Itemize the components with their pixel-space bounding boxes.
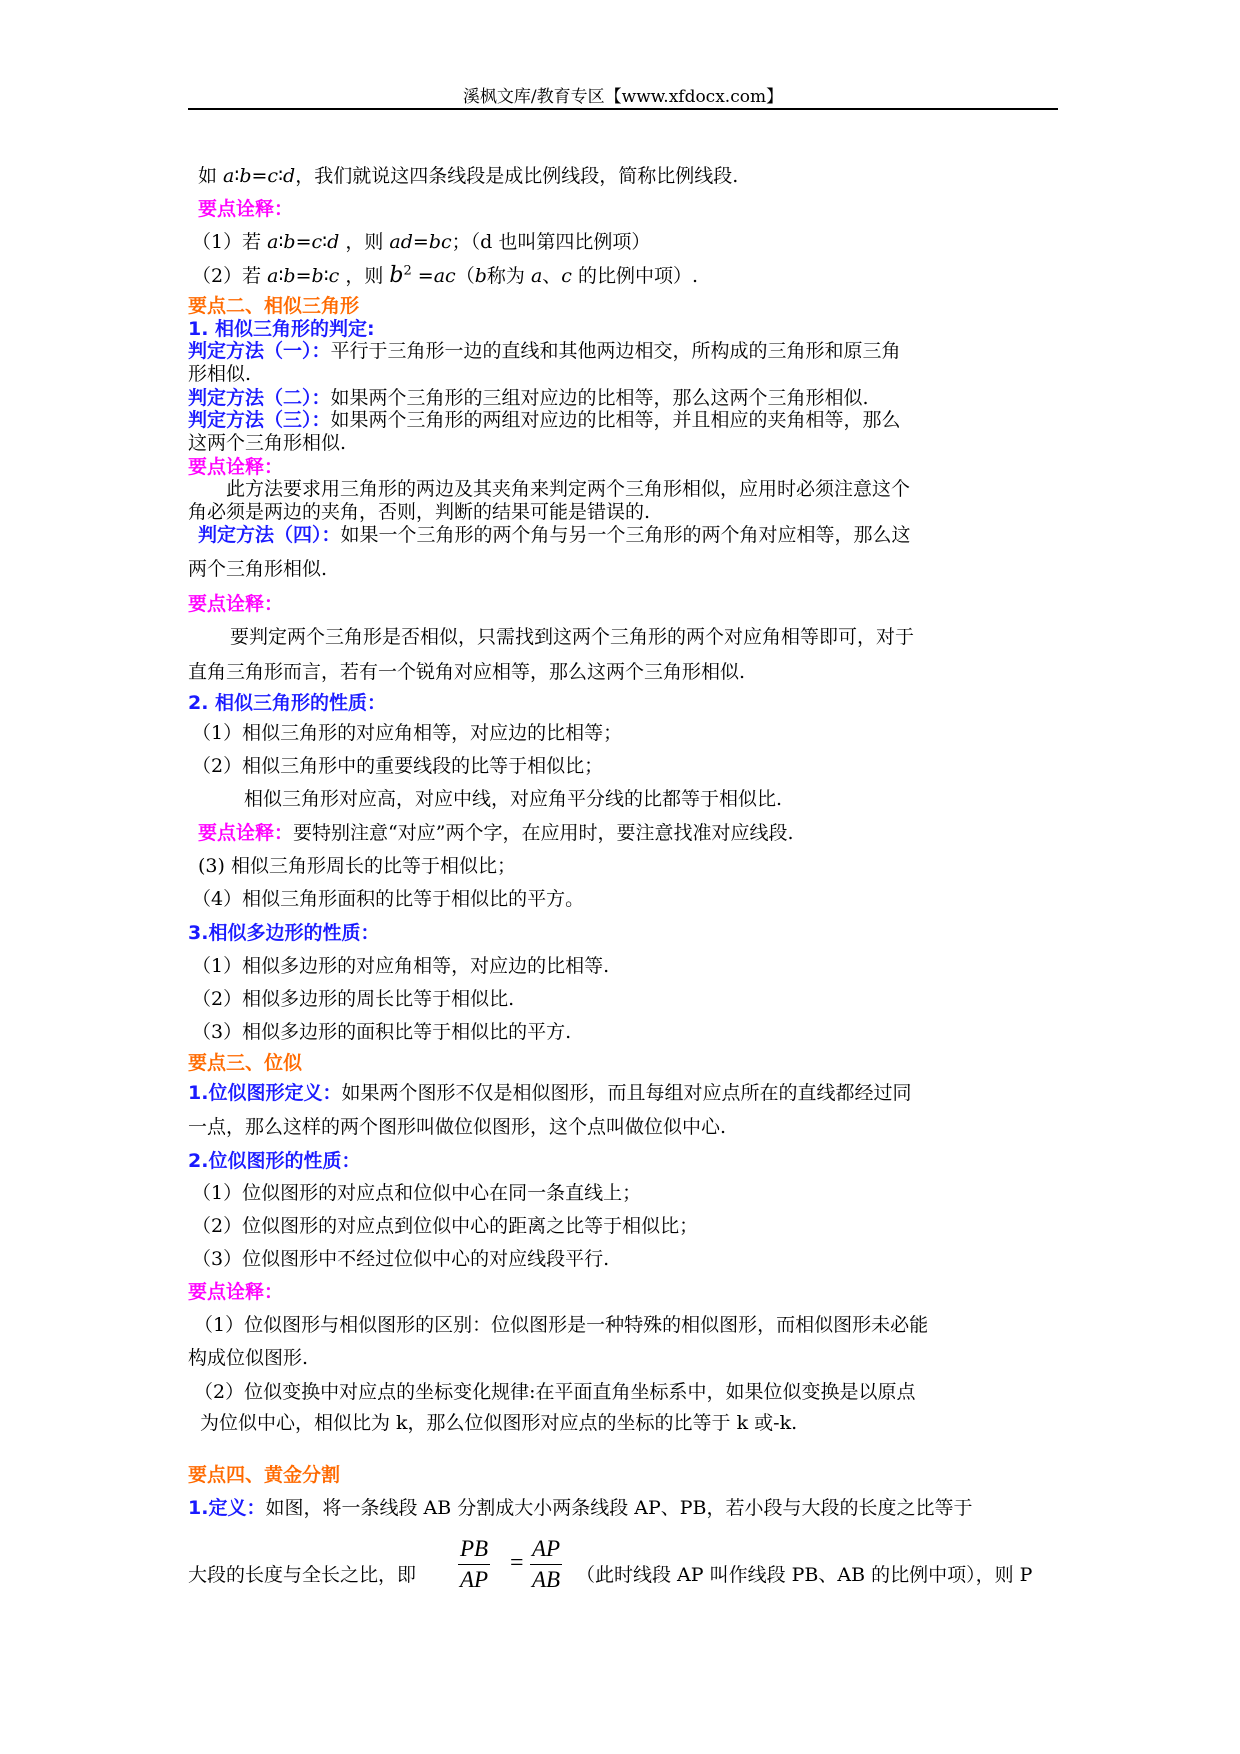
polygon-property: （1）相似多边形的对应角相等，对应边的比相等. — [192, 955, 610, 977]
note-item-1: （1）若 a∶b=c∶d ，则 ad=bc；（d 也叫第四比例项） — [192, 231, 651, 253]
subheading-properties: 2. 相似三角形的性质： — [188, 692, 387, 714]
criterion-1-cont: 形相似. — [188, 363, 252, 385]
property-item-cont: 相似三角形对应高，对应中线，对应角平分线的比都等于相似比. — [244, 788, 783, 810]
note-paragraph: 要判定两个三角形是否相似，只需找到这两个三角形的两个对应角相等即可，对于 — [230, 626, 915, 648]
note-inline: 要点诠释：要特别注意“对应”两个字，在应用时，要注意找准对应线段. — [198, 822, 794, 844]
note-heading: 要点诠释： — [188, 593, 284, 615]
note-item: （2）位似变换中对应点的坐标变化规律:在平面直角坐标系中，如果位似变换是以原点 — [194, 1381, 916, 1403]
note-heading: 要点诠释： — [188, 1281, 284, 1303]
note-item-cont: 为位似中心，相似比为 k，那么位似图形对应点的坐标的比等于 k 或-k. — [200, 1412, 798, 1434]
property-item: （4）相似三角形面积的比等于相似比的平方。 — [192, 888, 585, 910]
criterion-4-cont: 两个三角形相似. — [188, 558, 328, 580]
note-heading: 要点诠释： — [198, 198, 294, 220]
header-rule — [188, 108, 1058, 110]
note-heading: 要点诠释： — [188, 456, 284, 478]
polygon-property: （2）相似多边形的周长比等于相似比. — [192, 988, 515, 1010]
criterion-4: 判定方法（四）：如果一个三角形的两个角与另一个三角形的两个角对应相等，那么这 — [198, 524, 911, 546]
property-item: （1）相似三角形的对应角相等，对应边的比相等； — [192, 722, 623, 744]
note-paragraph: 此方法要求用三角形的两边及其夹角来判定两个三角形相似，应用时必须注意这个 — [226, 478, 911, 500]
criterion-3-cont: 这两个三角形相似. — [188, 432, 347, 454]
fraction-pb-over-ap: $\frac{PB}{AP}$ — [460, 1536, 489, 1592]
subheading-homothety-properties: 2.位似图形的性质： — [188, 1150, 361, 1172]
fraction-ap-over-ab: $\frac{AP}{AB}$ — [532, 1536, 561, 1592]
homothety-definition-cont: 一点，那么这样的两个图形叫做位似图形，这个点叫做位似中心. — [188, 1116, 727, 1138]
homothety-property: （1）位似图形的对应点和位似中心在同一条直线上； — [192, 1182, 642, 1204]
note-paragraph-cont: 角必须是两边的夹角，否则，判断的结果可能是错误的. — [188, 501, 651, 523]
subheading-criteria: 1. 相似三角形的判定: — [188, 318, 375, 340]
note-item: （1）位似图形与相似图形的区别：位似图形是一种特殊的相似图形，而相似图形未必能 — [194, 1314, 929, 1336]
note-item-cont: 构成位似图形. — [188, 1347, 309, 1369]
note-item-2: （2）若 a∶b=b∶c ，则 $b^2 =ac(b$称为 a、c 的比例中项）. — [192, 263, 699, 288]
page-header: 溪枫文库/教育专区【www.xfdocx.com】 — [462, 87, 784, 107]
criterion-3: 判定方法（三）：如果两个三角形的两组对应边的比相等，并且相应的夹角相等，那么 — [188, 409, 901, 431]
property-item: （2）相似三角形中的重要线段的比等于相似比； — [192, 755, 604, 777]
equals-sign: = — [510, 1550, 524, 1576]
proportion-definition: 如 a∶b=c∶d，我们就说这四条线段是成比例线段，简称比例线段. — [198, 165, 739, 187]
golden-section-definition: 1.定义：如图，将一条线段 AB 分割成大小两条线段 AP、PB，若小段与大段的长度之比等于 — [188, 1497, 973, 1519]
polygon-property: （3）相似多边形的面积比等于相似比的平方. — [192, 1021, 572, 1043]
property-item: (3) 相似三角形周长的比等于相似比； — [198, 855, 516, 877]
homothety-definition: 1.位似图形定义：如果两个图形不仅是相似图形，而且每组对应点所在的直线都经过同 — [188, 1082, 912, 1104]
homothety-property: （2）位似图形的对应点到位似中心的距离之比等于相似比； — [192, 1215, 699, 1237]
golden-section-ratio-cont: （此时线段 AP 叫作线段 PB、AB 的比例中项），则 P — [576, 1564, 1033, 1586]
criterion-1: 判定方法（一）：平行于三角形一边的直线和其他两边相交，所构成的三角形和原三角 — [188, 340, 901, 362]
section-title-homothety: 要点三、位似 — [188, 1052, 303, 1074]
section-title-golden-section: 要点四、黄金分割 — [188, 1464, 341, 1486]
homothety-property: （3）位似图形中不经过位似中心的对应线段平行. — [192, 1248, 610, 1270]
golden-section-ratio-intro: 大段的长度与全长之比，即 — [188, 1564, 417, 1586]
criterion-2: 判定方法（二）：如果两个三角形的三组对应边的比相等，那么这两个三角形相似. — [188, 387, 869, 409]
subheading-polygon-properties: 3.相似多边形的性质： — [188, 922, 380, 944]
section-title-similar-triangles: 要点二、相似三角形 — [188, 295, 360, 317]
note-paragraph-cont: 直角三角形而言，若有一个锐角对应相等，那么这两个三角形相似. — [188, 661, 746, 683]
